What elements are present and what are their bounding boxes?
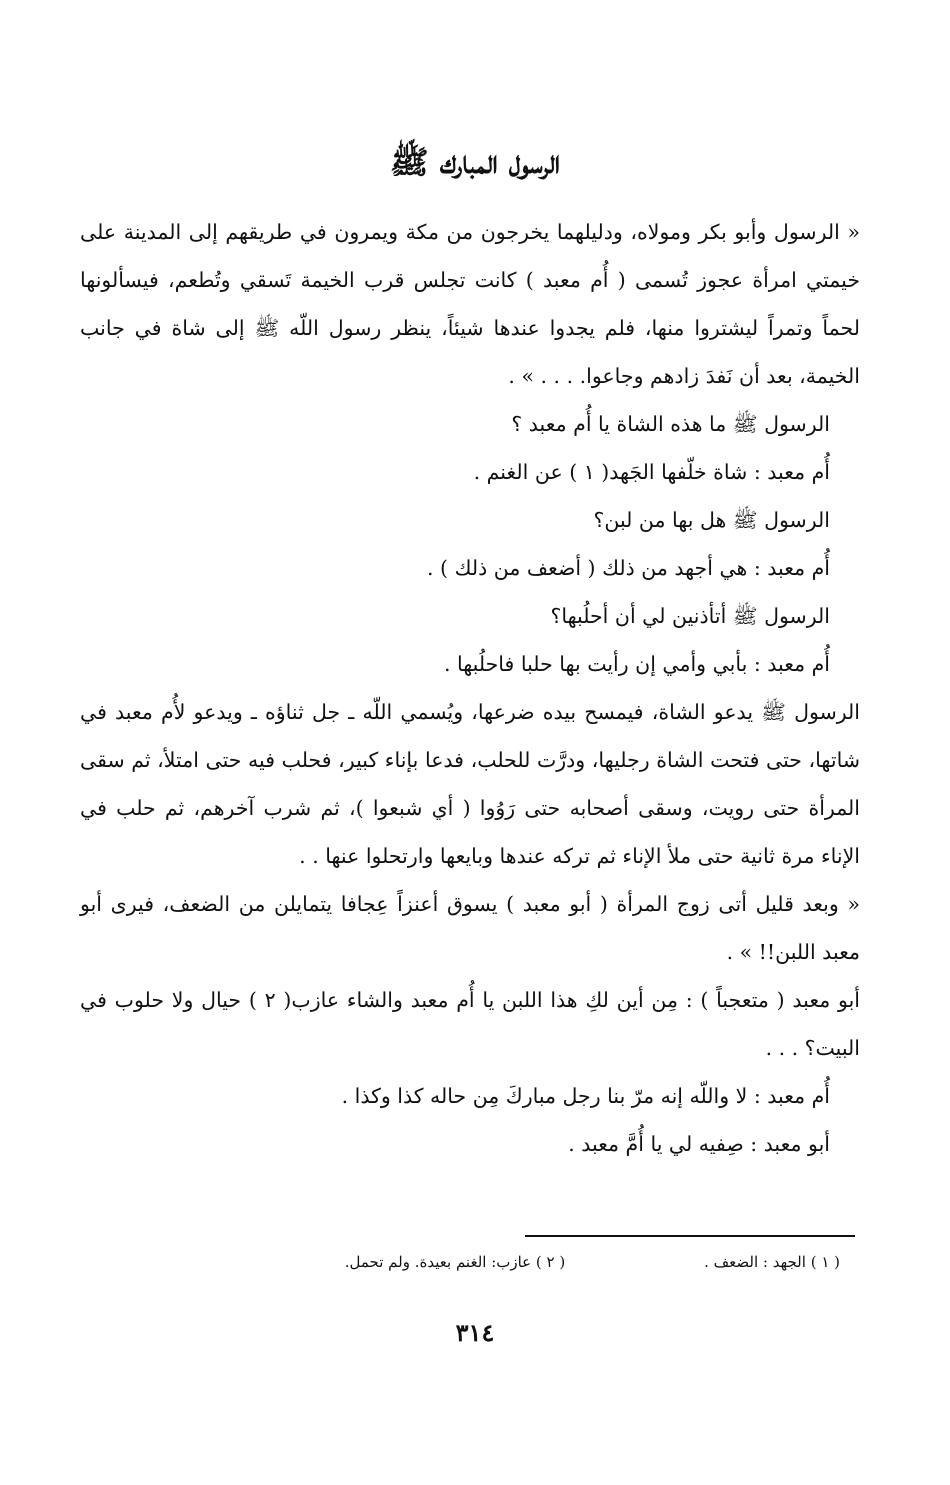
dialogue-line: الرسول ﷺ هل بها من لبن؟ [593,508,830,532]
paragraph: الرسول ﷺ يدعو الشاة، فيمسح بيده ضرعها، ويُسمي اللّه ـ جل ثناؤه ـ ويدعو لأُم معبد في شاتها، حتى فتحت الشاة رجليها، ودرَّت للحلب، فدعا بإناء كبير، فحلب فيه حتى امتلأ، ثم سقى المرأة حتى رويت، وسقى أصحابه حتى رَوُوا ( أي شبعوا )، ثم شرب آخرهم، ثم حلب في الإناء مرة ثانية حتى ملأ الإناء ثم تركه عندها وبايعها وارتحلوا عنها . . [80,700,860,868]
body-text [80,208,860,1168]
footnotes [220,1250,840,1274]
footnote-1: ( ١ ) الجهد : الضعف . [704,1253,840,1271]
dialogue-line: أُم معبد : شاة خلّفها الجَهد( ١ ) عن الغنم . [473,460,830,484]
paragraph: « وبعد قليل أتى زوج المرأة ( أبو معبد ) يسوق أعنزاً عِجافا يتمايلن من الضعف، فيرى أبو معبد اللبن!! » . [80,892,860,964]
page-title: الرسول المبارك ﷺ [390,143,560,181]
footnote-divider [525,1235,855,1237]
dialogue-line: الرسول ﷺ أتأذنين لي أن أحلُبها؟ [550,604,830,628]
dialogue-line: الرسول ﷺ ما هذه الشاة يا أُم معبد ؟ [511,412,830,436]
paragraph: أبو معبد ( متعجباً ) : مِن أين لكِ هذا اللبن يا أُم معبد والشاء عازب( ٢ ) حيال ولا حلوب في البيت؟ . . . [80,988,860,1060]
dialogue-line: أبو معبد : صِفيه لي يا أُمَّ معبد . [568,1132,830,1156]
page-number: ٣١٤ [455,1318,495,1347]
dialogue-line: أُم معبد : لا واللّه إنه مرّ بنا رجل مباركَ مِن حاله كذا وكذا . [341,1084,830,1108]
footnote-2: ( ٢ ) عازب: الغنم بعيدة. ولم تحمل. [344,1253,566,1271]
paragraph: « الرسول وأبو بكر ومولاه، ودليلهما يخرجون من مكة ويمرون في طريقهم إلى المدينة على خيمتي امرأة عجوز تُسمى ( أُم معبد ) كانت تجلس قرب الخيمة تَسقي وتُطعم، فيسألونها لحماً وتمراً ليشتروا منها، فلم يجدوا عندها شيئاً، ينظر رسول اللّه ﷺ إلى شاة في جانب الخيمة، بعد أن نَفدَ زادهم وجاعوا. . . . » . [80,220,860,388]
dialogue-line: أُم معبد : بأبي وأمي إن رأيت بها حلبا فاحلُبها . [443,652,830,676]
dialogue-line: أُم معبد : هي أجهد من ذلك ( أضعف من ذلك ) . [427,556,830,580]
